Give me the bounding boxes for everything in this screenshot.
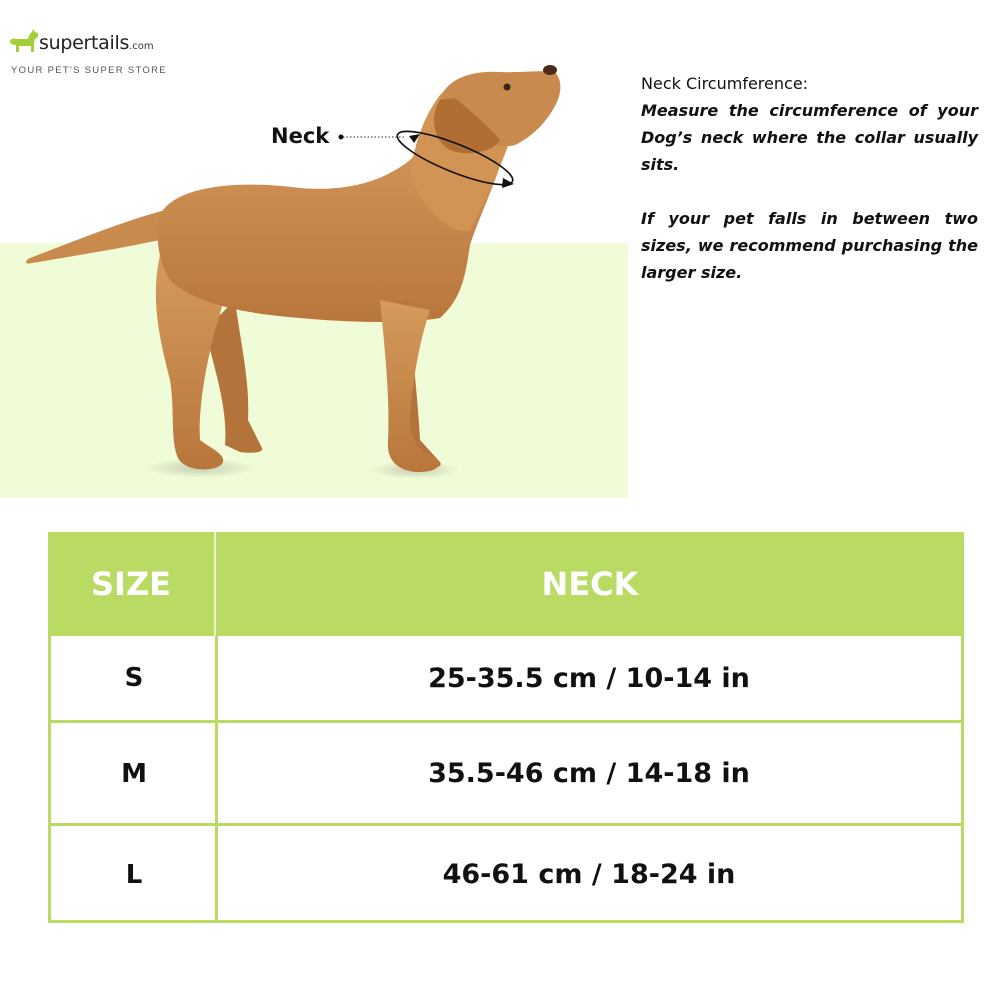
brand-wordmark: supertails.com (39, 32, 154, 54)
size-advice-text: If your pet falls in between two sizes, we recommend purchasing the larger size. (641, 209, 978, 282)
size-cell: M (121, 758, 147, 789)
measure-instruction-text: Measure the circumference of your Dog’s neck where the collar usually sits. (641, 101, 978, 174)
table-row (51, 823, 961, 923)
measurement-instructions (641, 70, 978, 286)
neck-pointer-dot (339, 135, 344, 140)
neck-cell: 35.5-46 cm / 14-18 in (428, 758, 750, 789)
table-header (48, 532, 964, 636)
brand-tagline: YOUR PET'S SUPER STORE (11, 65, 167, 76)
size-cell: S (124, 663, 144, 693)
neck-cell: 25-35.5 cm / 10-14 in (428, 662, 750, 694)
dog-nose (543, 65, 557, 75)
table-row (51, 720, 961, 824)
table-body (48, 636, 964, 923)
neck-label: Neck (271, 124, 330, 148)
header-size: SIZE (90, 565, 171, 603)
dog-logo-icon (8, 28, 40, 58)
table-row (51, 636, 961, 720)
dog-tail (26, 208, 178, 264)
size-chart-table (48, 532, 964, 923)
header-neck: NECK (541, 565, 639, 603)
dog-front-leg (380, 300, 439, 472)
instructions-heading: Neck Circumference: (641, 74, 809, 93)
neck-cell: 46-61 cm / 18-24 in (442, 859, 736, 890)
size-cell: L (125, 859, 143, 890)
dog-eye (504, 84, 511, 91)
